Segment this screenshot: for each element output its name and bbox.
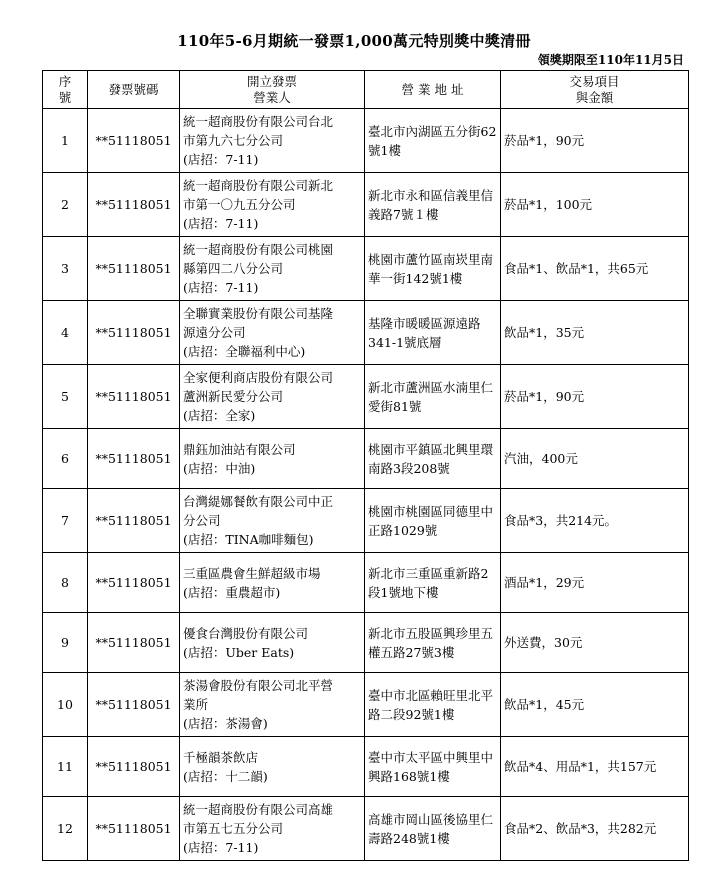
row-number: 3 xyxy=(43,237,88,301)
table-row xyxy=(43,365,689,429)
row-number: 10 xyxy=(43,673,88,737)
row-number: 6 xyxy=(43,429,88,489)
issuer-cell xyxy=(180,489,365,553)
transaction-items: 飲品*4、用品*1，共157元 xyxy=(501,737,689,797)
table-header-row xyxy=(43,71,689,109)
transaction-items: 外送費，30元 xyxy=(501,613,689,673)
invoice-number: **51118051 xyxy=(88,301,180,365)
issuer-cell xyxy=(180,173,365,237)
issuer-line: (店招：茶湯會) xyxy=(183,716,268,731)
issuer-cell xyxy=(180,237,365,301)
table-row xyxy=(43,429,689,489)
issuer-line: 業所 xyxy=(183,697,209,712)
row-number: 12 xyxy=(43,797,88,861)
issuer-line: 縣第四二八分公司 xyxy=(183,261,284,276)
business-address: 新北市蘆洲區水湳里仁愛街81號 xyxy=(365,365,501,429)
transaction-items: 飲品*1，45元 xyxy=(501,673,689,737)
invoice-number: **51118051 xyxy=(88,737,180,797)
invoice-number: **51118051 xyxy=(88,109,180,173)
issuer-cell xyxy=(180,365,365,429)
transaction-items: 食品*1、飲品*1，共65元 xyxy=(501,237,689,301)
issuer-line: 茶湯會股份有限公司北平營 xyxy=(183,678,334,693)
issuer-line: (店招：7-11) xyxy=(183,280,259,295)
row-number: 8 xyxy=(43,553,88,613)
issuer-line: (店招：Uber Eats) xyxy=(183,644,295,660)
business-address: 新北市三重區重新路2段1號地下樓 xyxy=(365,553,501,613)
transaction-items: 菸品*1，90元 xyxy=(501,109,689,173)
row-number: 1 xyxy=(43,109,88,173)
invoice-number: **51118051 xyxy=(88,489,180,553)
header-address: 營 業 地 址 xyxy=(365,71,501,109)
issuer-line: 分公司 xyxy=(183,513,221,528)
row-number: 9 xyxy=(43,613,88,673)
issuer-cell xyxy=(180,613,365,673)
issuer-line: 蘆洲新民愛分公司 xyxy=(183,389,284,404)
issuer-line: (店招：7-11) xyxy=(183,152,259,167)
issuer-line: 市第一〇九五分公司 xyxy=(183,197,296,212)
table-row xyxy=(43,109,689,173)
invoice-number: **51118051 xyxy=(88,173,180,237)
table-row xyxy=(43,173,689,237)
issuer-line: 市第九六七分公司 xyxy=(183,133,284,148)
business-address: 桃園市平鎮區北興里環南路3段208號 xyxy=(365,429,501,489)
issuer-line: (店招：7-11) xyxy=(183,840,259,855)
row-number: 7 xyxy=(43,489,88,553)
transaction-items: 菸品*1，100元 xyxy=(501,173,689,237)
issuer-cell xyxy=(180,109,365,173)
issuer-line: 統一超商股份有限公司桃園 xyxy=(183,242,334,257)
business-address: 新北市永和區信義里信義路7號１樓 xyxy=(365,173,501,237)
issuer-line: (店招：TINA咖啡麵包) xyxy=(183,532,314,547)
issuer-line: (店招：十二韻) xyxy=(183,768,268,784)
business-address: 臺中市太平區中興里中興路168號1樓 xyxy=(365,737,501,797)
header-issuer: 開立發票 營業人 xyxy=(180,71,365,109)
table-row xyxy=(43,797,689,861)
transaction-items: 飲品*1，35元 xyxy=(501,301,689,365)
table-body xyxy=(43,109,689,861)
issuer-line: 千極韻茶飲店 xyxy=(183,749,259,765)
issuer-line: 統一超商股份有限公司台北 xyxy=(183,114,334,129)
table-row xyxy=(43,673,689,737)
business-address: 桃園市桃園區同德里中正路1029號 xyxy=(365,489,501,553)
transaction-items: 食品*3，共214元。 xyxy=(501,489,689,553)
invoice-number: **51118051 xyxy=(88,673,180,737)
issuer-cell xyxy=(180,737,365,797)
transaction-items: 酒品*1，29元 xyxy=(501,553,689,613)
business-address: 新北市五股區興珍里五權五路27號3樓 xyxy=(365,613,501,673)
issuer-line: 鼎鈺加油站有限公司 xyxy=(183,441,296,457)
issuer-line: (店招：全聯福利中心) xyxy=(183,344,306,359)
header-items: 交易項目 與金額 xyxy=(501,71,689,109)
issuer-line: 台灣緹娜餐飲有限公司中正 xyxy=(183,494,334,509)
table-row xyxy=(43,737,689,797)
winners-table xyxy=(42,70,689,861)
invoice-number: **51118051 xyxy=(88,797,180,861)
business-address: 桃園市蘆竹區南崁里南華一街142號1樓 xyxy=(365,237,501,301)
issuer-line: (店招：重農超市) xyxy=(183,584,281,600)
issuer-line: 市第五七五分公司 xyxy=(183,821,284,836)
issuer-line: 統一超商股份有限公司新北 xyxy=(183,178,334,193)
issuer-line: (店招：中油) xyxy=(183,460,256,476)
issuer-line: 優食台灣股份有限公司 xyxy=(183,625,309,641)
issuer-cell xyxy=(180,553,365,613)
business-address: 基隆市暖暖區源遠路341-1號底層 xyxy=(365,301,501,365)
issuer-cell xyxy=(180,673,365,737)
row-number: 2 xyxy=(43,173,88,237)
business-address: 臺北市內湖區五分街62號1樓 xyxy=(365,109,501,173)
issuer-line: 全聯實業股份有限公司基隆 xyxy=(183,306,334,321)
transaction-items: 汽油，400元 xyxy=(501,429,689,489)
table-row xyxy=(43,553,689,613)
business-address: 高雄市岡山區後協里仁壽路248號1樓 xyxy=(365,797,501,861)
issuer-line: 三重區農會生鮮超級市場 xyxy=(183,565,321,581)
invoice-number: **51118051 xyxy=(88,429,180,489)
invoice-number: **51118051 xyxy=(88,365,180,429)
table-row xyxy=(43,489,689,553)
row-number: 5 xyxy=(43,365,88,429)
issuer-cell xyxy=(180,797,365,861)
table-row xyxy=(43,301,689,365)
page-title: 110年5-6月期統一發票1,000萬元特別獎中獎清冊 xyxy=(177,32,531,50)
issuer-line: (店招：7-11) xyxy=(183,216,259,231)
issuer-cell xyxy=(180,429,365,489)
business-address: 臺中市北區賴旺里北平路二段92號1樓 xyxy=(365,673,501,737)
issuer-line: (店招：全家) xyxy=(183,408,256,423)
header-invoice: 發票號碼 xyxy=(88,71,180,109)
issuer-line: 源遠分公司 xyxy=(183,325,246,340)
row-number: 11 xyxy=(43,737,88,797)
row-number: 4 xyxy=(43,301,88,365)
issuer-cell xyxy=(180,301,365,365)
transaction-items: 菸品*1，90元 xyxy=(501,365,689,429)
table-row xyxy=(43,237,689,301)
transaction-items: 食品*2、飲品*3，共282元 xyxy=(501,797,689,861)
header-seq: 序 號 xyxy=(43,71,88,109)
claim-deadline: 領獎期限至110年11月5日 xyxy=(537,53,684,67)
issuer-line: 統一超商股份有限公司高雄 xyxy=(183,802,334,817)
invoice-number: **51118051 xyxy=(88,613,180,673)
invoice-number: **51118051 xyxy=(88,237,180,301)
table-row xyxy=(43,613,689,673)
issuer-line: 全家便利商店股份有限公司 xyxy=(183,370,334,385)
invoice-number: **51118051 xyxy=(88,553,180,613)
